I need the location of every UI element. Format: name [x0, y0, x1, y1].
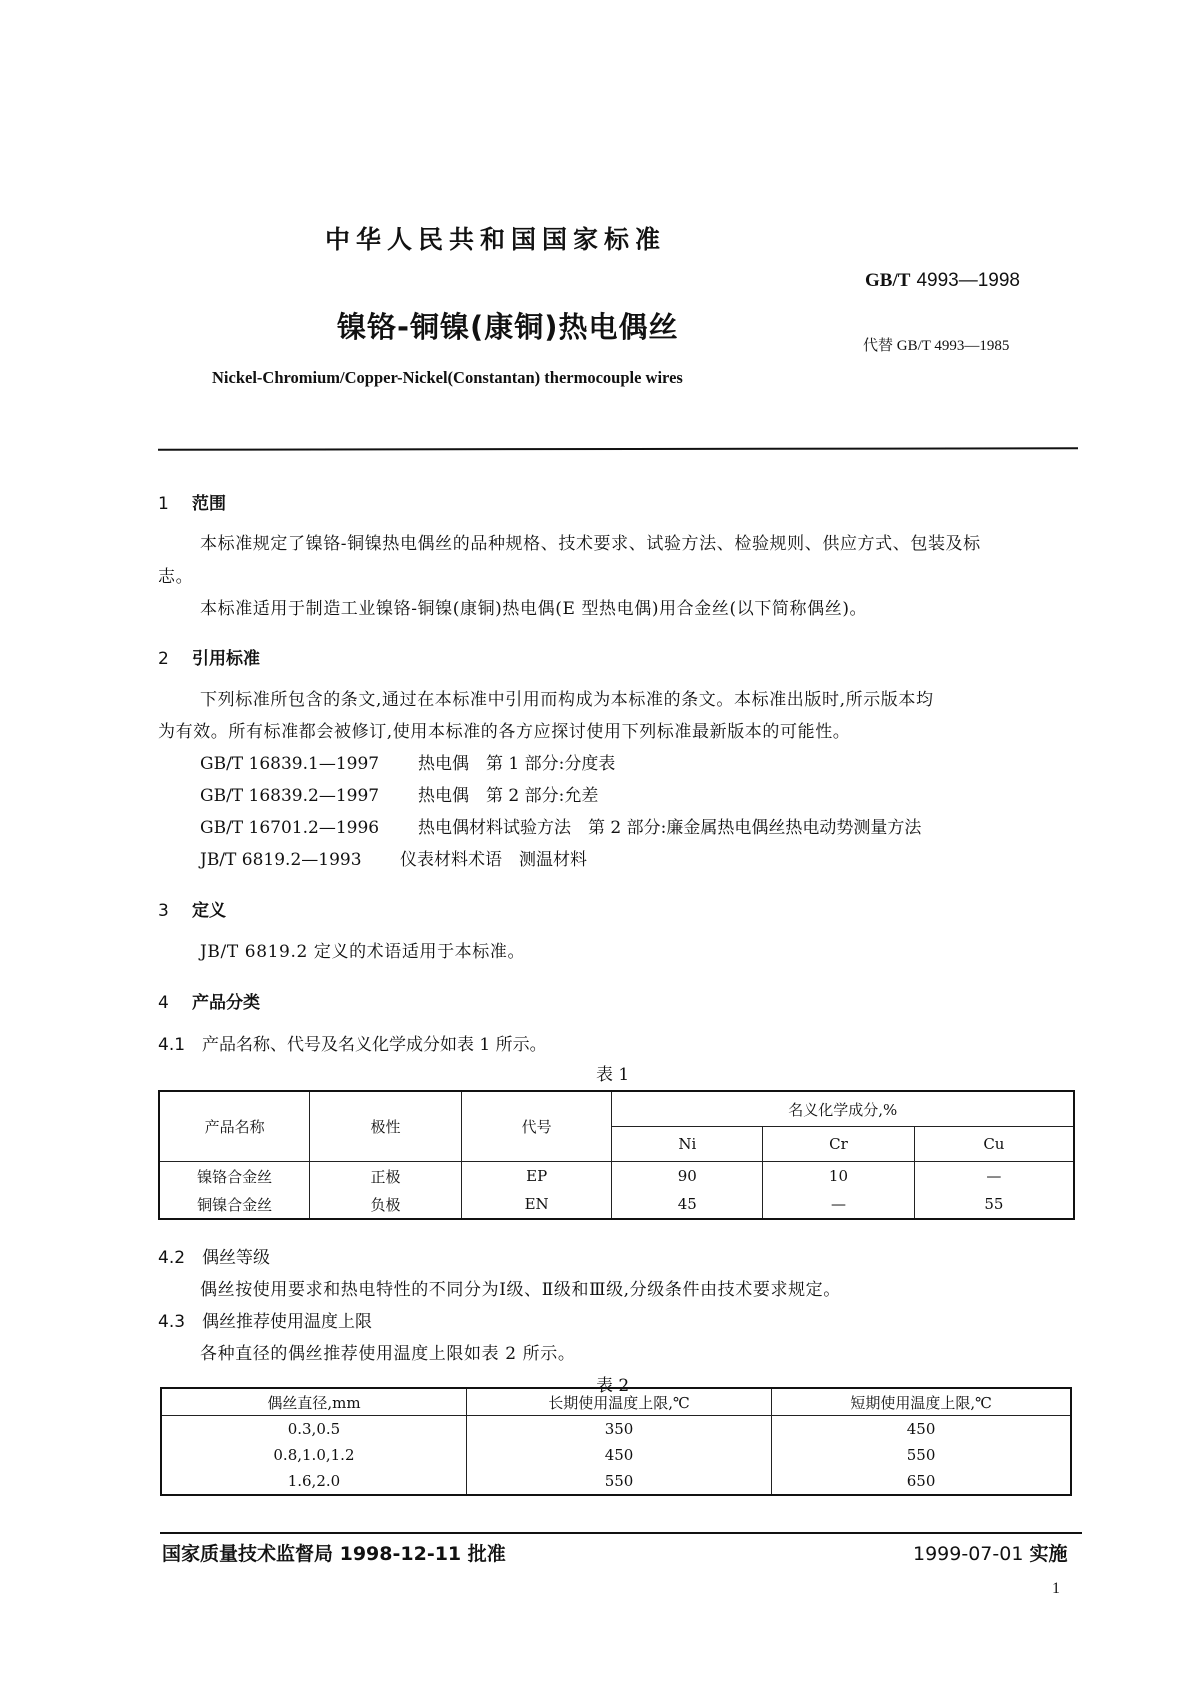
english-title: Nickel-Chromium/Copper-Nickel(Constantan) thermocouple wires — [212, 368, 683, 387]
column-header-composition: 名义化学成分,% — [612, 1091, 1074, 1127]
section-number: 4 — [158, 993, 169, 1013]
cell-short-term: 550 — [772, 1442, 1071, 1468]
footer-divider — [160, 1532, 1082, 1534]
section-number: 1 — [158, 494, 169, 514]
cell-code: EN — [461, 1190, 612, 1219]
cell-long-term: 450 — [466, 1442, 771, 1468]
standard-code-prefix: GB/T — [865, 270, 911, 291]
reference-code: GB/T 16839.1—1997 — [200, 754, 380, 774]
table-row — [161, 1468, 1071, 1495]
subsection-4-3-text: 各种直径的偶丝推荐使用温度上限如表 2 所示。 — [200, 1344, 576, 1364]
cell-product-name: 镍铬合金丝 — [159, 1162, 310, 1191]
subsection-4-2-heading — [158, 1243, 270, 1268]
subsection-number: 4.1 — [158, 1035, 186, 1055]
standard-code — [865, 269, 1020, 292]
column-header-short-term-limit: 短期使用温度上限,℃ — [772, 1388, 1071, 1416]
column-header-cu: Cu — [914, 1127, 1074, 1162]
section-2-heading — [158, 644, 260, 669]
effective-date: 1999-07-01 — [913, 1543, 1024, 1565]
column-header-product-name: 产品名称 — [159, 1091, 310, 1162]
reference-code: JB/T 6819.2—1993 — [200, 850, 362, 870]
section-title: 定义 — [192, 901, 226, 921]
reference-item — [200, 781, 598, 806]
section-1-paragraph-1: 本标准规定了镍铬-铜镍热电偶丝的品种规格、技术要求、试验方法、检验规则、供应方式、包装及标 — [200, 534, 981, 554]
section-number: 2 — [158, 649, 169, 669]
approval-line: 国家质量技术监督局 1998-12-11 批准 — [162, 1543, 506, 1565]
table-row — [159, 1162, 1074, 1191]
subsection-4-2-text: 偶丝按使用要求和热电特性的不同分为Ⅰ级、Ⅱ级和Ⅲ级,分级条件由技术要求规定。 — [200, 1280, 841, 1300]
section-2-paragraph-1: 下列标准所包含的条文,通过在本标准中引用而构成为本标准的条文。本标准出版时,所示版本均 — [200, 690, 934, 710]
cell-polarity: 正极 — [310, 1162, 462, 1191]
cell-short-term: 450 — [772, 1416, 1071, 1443]
document-title: 镍铬-铜镍(康铜)热电偶丝 — [337, 310, 679, 344]
cell-cr: 10 — [763, 1162, 915, 1191]
effective-label: 实施 — [1029, 1543, 1068, 1565]
cell-code: EP — [461, 1162, 612, 1191]
national-standard-heading: 中华人民共和国国家标准 — [325, 225, 667, 254]
temperature-limit-table — [160, 1387, 1072, 1496]
table-2-caption: 表 2 — [596, 1376, 630, 1396]
subsection-4-3-heading — [158, 1307, 372, 1332]
subsection-4-1 — [158, 1030, 547, 1055]
column-header-cr: Cr — [763, 1127, 915, 1162]
cell-cu: 55 — [914, 1190, 1074, 1219]
reference-code: GB/T 16839.2—1997 — [200, 786, 380, 806]
reference-title: 热电偶 第 1 部分:分度表 — [418, 754, 616, 774]
cell-long-term: 550 — [466, 1468, 771, 1495]
section-number: 3 — [158, 901, 169, 921]
header-divider — [158, 447, 1078, 450]
column-header-diameter: 偶丝直径,mm — [161, 1388, 466, 1416]
section-title: 范围 — [192, 494, 226, 514]
effective-line — [913, 1539, 1067, 1566]
reference-item — [200, 749, 615, 774]
table-row — [159, 1190, 1074, 1219]
cell-cu: — — [914, 1162, 1074, 1191]
cell-ni: 45 — [612, 1190, 763, 1219]
section-3-paragraph: JB/T 6819.2 定义的术语适用于本标准。 — [200, 942, 526, 962]
cell-diameter: 0.3,0.5 — [161, 1416, 466, 1443]
table-row — [161, 1416, 1071, 1443]
standard-code-number: 4993—1998 — [916, 270, 1020, 291]
composition-table — [158, 1090, 1075, 1220]
cell-short-term: 650 — [772, 1468, 1071, 1495]
page-number: 1 — [1052, 1580, 1060, 1597]
section-2-paragraph-1-cont: 为有效。所有标准都会被修订,使用本标准的各方应探讨使用下列标准最新版本的可能性。 — [158, 722, 851, 742]
subsection-number: 4.2 — [158, 1248, 186, 1268]
cell-cr: — — [763, 1190, 915, 1219]
replaces-standard: 代替 GB/T 4993—1985 — [863, 338, 1010, 354]
column-header-long-term-limit: 长期使用温度上限,℃ — [466, 1388, 771, 1416]
cell-ni: 90 — [612, 1162, 763, 1191]
subsection-title: 偶丝推荐使用温度上限 — [202, 1312, 372, 1332]
reference-title: 热电偶材料试验方法 第 2 部分:廉金属热电偶丝热电动势测量方法 — [418, 818, 922, 838]
cell-diameter: 0.8,1.0,1.2 — [161, 1442, 466, 1468]
subsection-number: 4.3 — [158, 1312, 186, 1332]
column-header-polarity: 极性 — [310, 1091, 462, 1162]
section-4-heading — [158, 988, 260, 1013]
table-row — [161, 1442, 1071, 1468]
column-header-code: 代号 — [461, 1091, 612, 1162]
cell-polarity: 负极 — [310, 1190, 462, 1219]
section-1-paragraph-1-cont: 志。 — [158, 567, 194, 587]
subsection-title: 偶丝等级 — [202, 1248, 270, 1268]
table-1-caption: 表 1 — [596, 1065, 630, 1085]
reference-item — [200, 813, 921, 838]
column-header-ni: Ni — [612, 1127, 763, 1162]
reference-title: 仪表材料术语 测温材料 — [400, 850, 587, 870]
section-1-paragraph-2: 本标准适用于制造工业镍铬-铜镍(康铜)热电偶(E 型热电偶)用合金丝(以下简称偶丝)。 — [200, 599, 868, 619]
cell-diameter: 1.6,2.0 — [161, 1468, 466, 1495]
section-title: 产品分类 — [192, 993, 260, 1013]
section-title: 引用标准 — [192, 649, 260, 669]
reference-code: GB/T 16701.2—1996 — [200, 818, 380, 838]
subsection-text: 产品名称、代号及名义化学成分如表 1 所示。 — [202, 1035, 547, 1055]
cell-long-term: 350 — [466, 1416, 771, 1443]
reference-title: 热电偶 第 2 部分:允差 — [418, 786, 599, 806]
cell-product-name: 铜镍合金丝 — [159, 1190, 310, 1219]
reference-item — [200, 845, 587, 870]
section-3-heading — [158, 896, 226, 921]
section-1-heading — [158, 489, 226, 514]
